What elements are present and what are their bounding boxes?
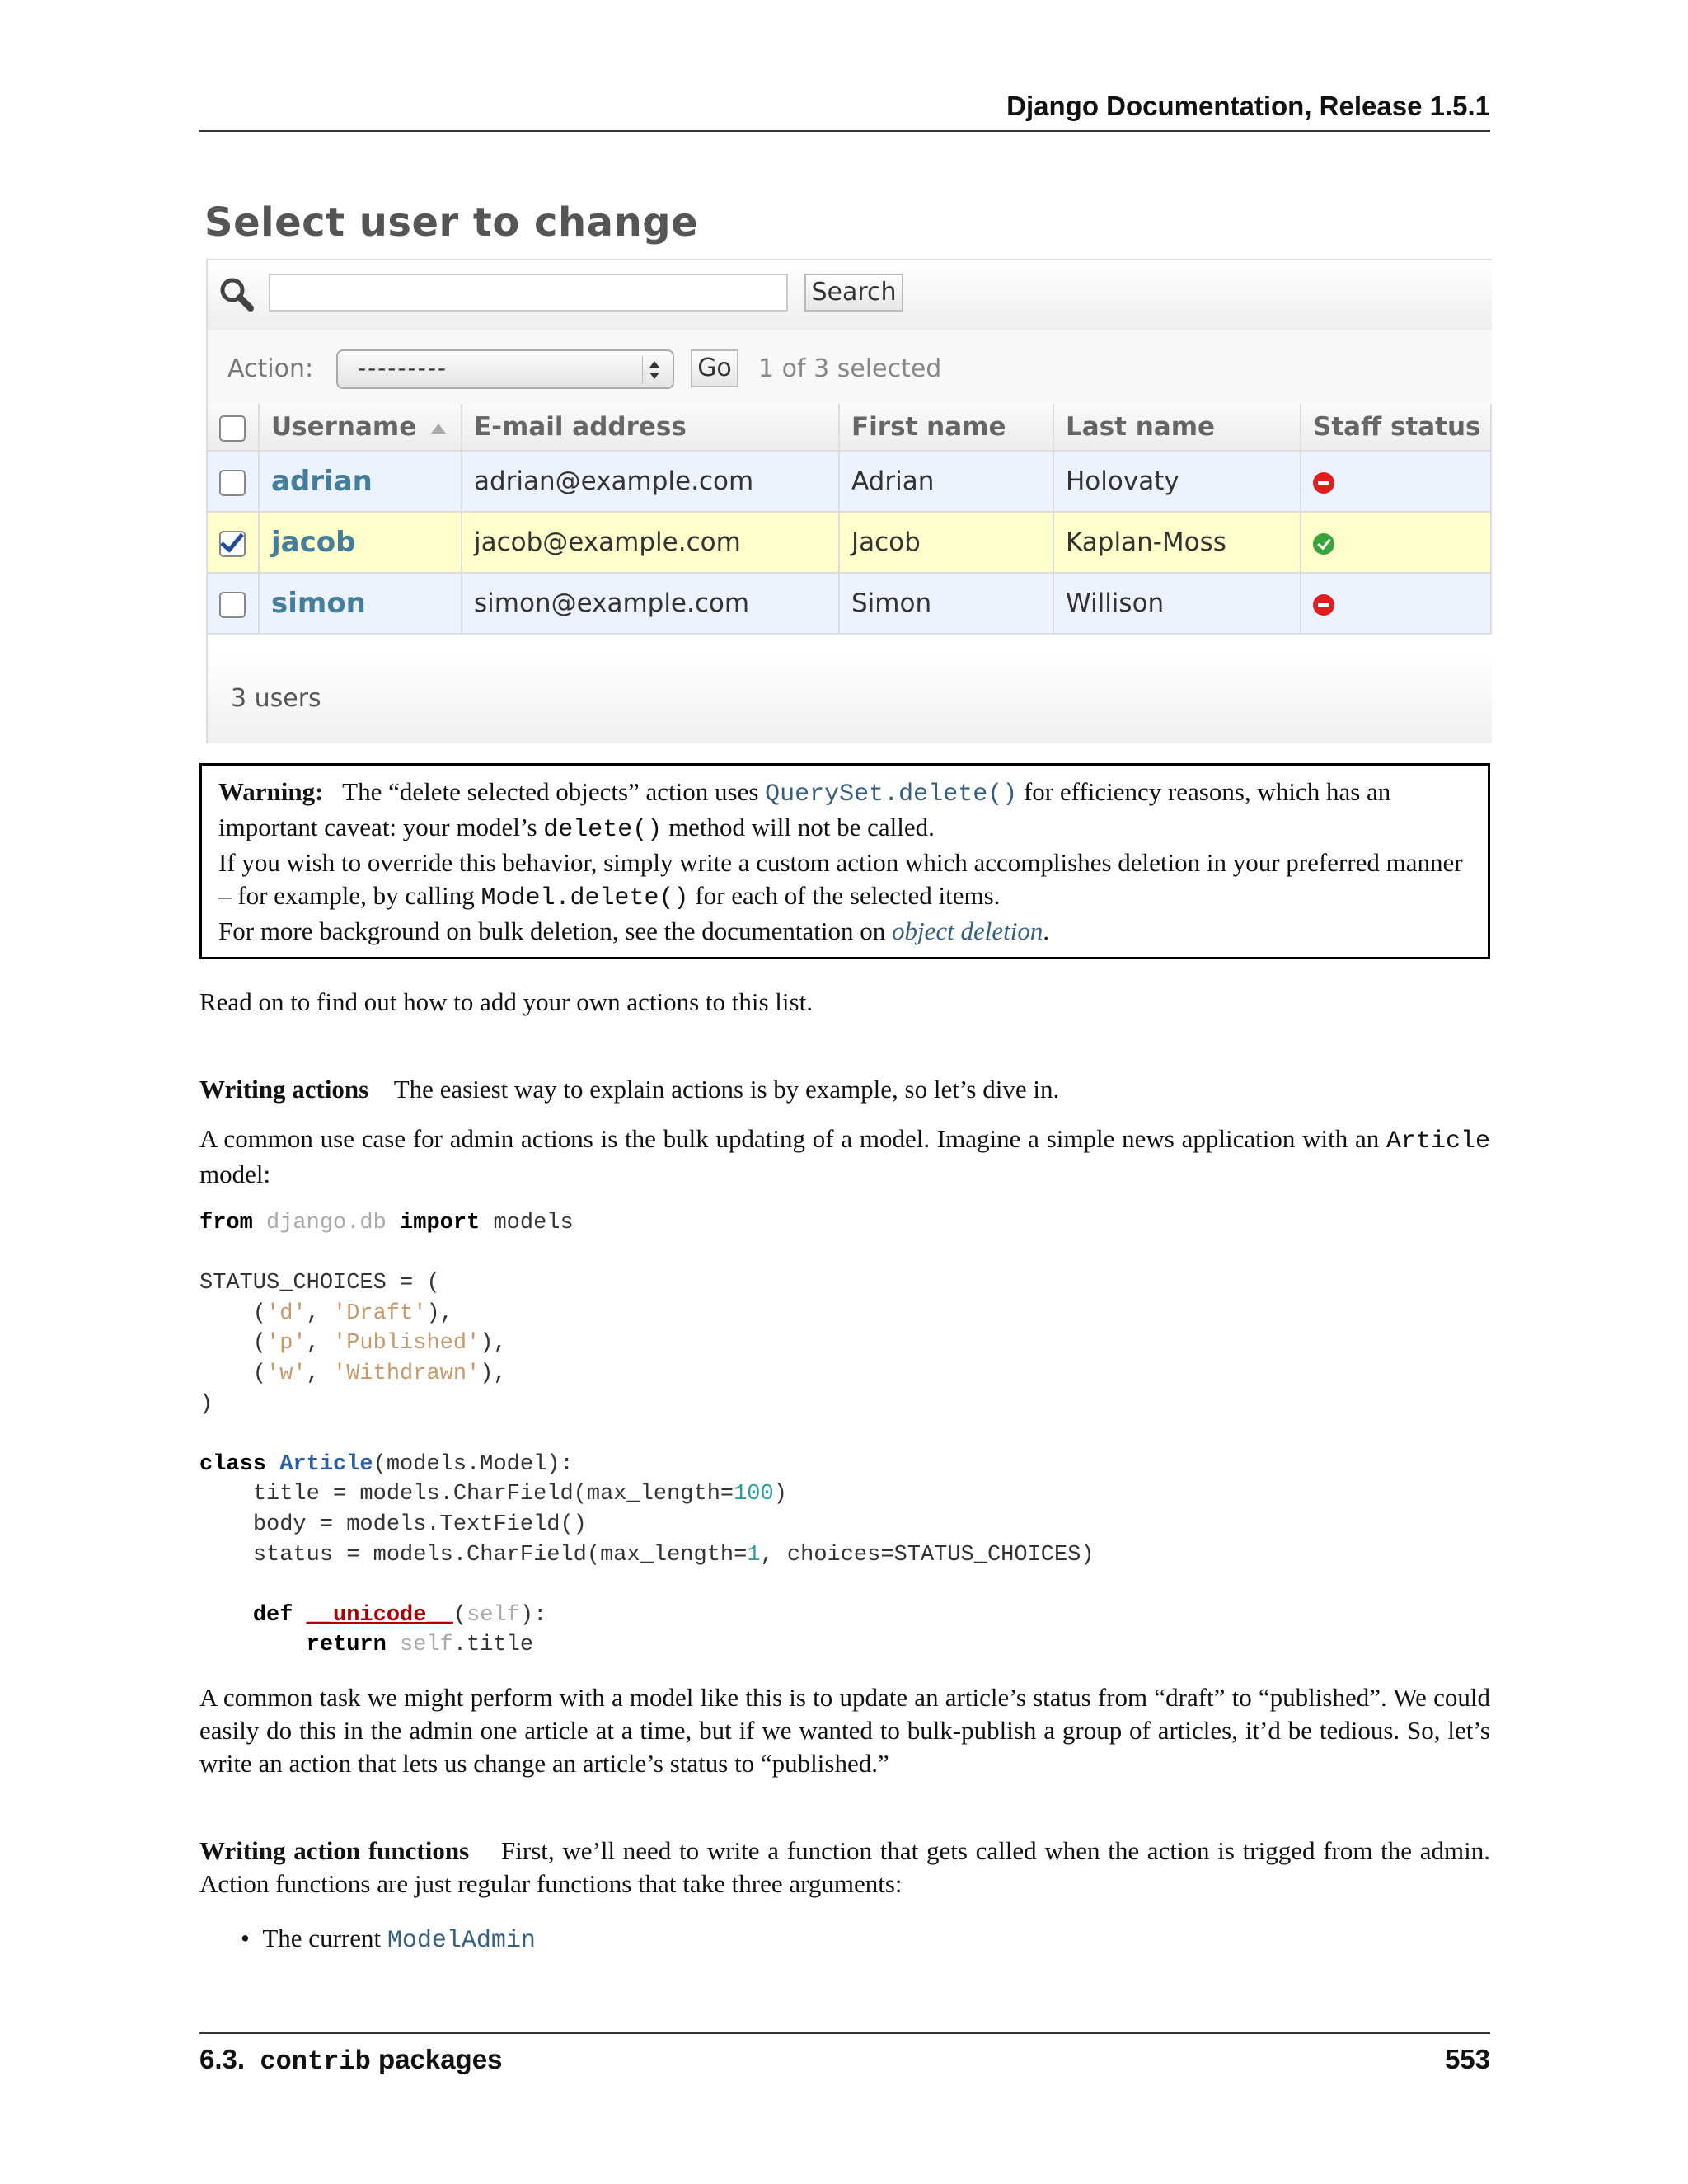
code-self: self <box>467 1602 520 1628</box>
section-title: packages <box>377 2044 503 2074</box>
read-on-paragraph: Read on to find out how to add your own actions to this list. <box>199 987 813 1016</box>
code-keyword: def <box>252 1602 293 1628</box>
section-code: contrib <box>260 2046 371 2077</box>
action-label: Action: <box>227 354 314 383</box>
row-checkbox[interactable] <box>219 470 246 496</box>
admin-screenshot <box>199 190 1490 742</box>
code-class-name: Article <box>279 1451 373 1477</box>
code-text: models <box>493 1211 574 1235</box>
header-title: Django Documentation, Release 1.5.1 <box>1006 91 1490 121</box>
result-count: 3 users <box>231 684 321 713</box>
code-self: self <box>400 1633 453 1658</box>
table-row <box>208 512 1491 573</box>
search-toolbar <box>208 260 1492 331</box>
code-string: 'w' <box>266 1361 307 1386</box>
code-text: (models.Model): <box>373 1451 574 1477</box>
username-link[interactable]: adrian <box>271 465 373 498</box>
action-functions-paragraph <box>199 1835 1490 1900</box>
document-page <box>199 0 1490 2184</box>
object-deletion-link[interactable]: object deletion <box>892 916 1043 945</box>
code-number: 100 <box>734 1482 774 1507</box>
list-item: • The current ModelAdmin <box>241 1924 536 1955</box>
code-block: from django.db import models STATUS_CHOICES = ( ('d', 'Draft'), ('p', 'Published'), ('w', 'Withdrawn'), ) class Article(models.Model): title = models.CharField(max_length=100) body = models.TextField() status = models.CharField(max_length=1, choices=STATUS_CHOICES) def __unicode__(self): return self.title <box>199 1211 1095 1658</box>
last-name-cell: Holovaty <box>1053 451 1301 512</box>
staff-status-cell <box>1301 573 1491 634</box>
page-header <box>199 91 1490 132</box>
username-cell <box>259 573 462 634</box>
common-use-paragraph <box>199 1122 1490 1191</box>
email-cell: adrian@example.com <box>462 451 839 512</box>
select-arrows-icon <box>642 356 666 384</box>
select-all-cell <box>208 404 259 451</box>
row-select-cell <box>208 451 259 512</box>
text: First, we’ll need to write a function that gets called when the action is trigged from the admin. Action functions are just regular functions that take three arguments: <box>199 1836 1490 1898</box>
text: for efficiency reasons, which has an important caveat: your model’s <box>218 777 1391 841</box>
table-header-row <box>208 404 1491 451</box>
inline-code: delete() <box>543 816 663 844</box>
code-text: body = models.TextField() <box>252 1511 587 1537</box>
footer-section <box>199 2044 502 2077</box>
row-select-cell <box>208 573 259 634</box>
row-checkbox[interactable] <box>219 592 246 618</box>
staff-status-cell <box>1301 512 1491 573</box>
code-keyword: return <box>306 1633 387 1658</box>
column-header-staff-status[interactable]: Staff status <box>1301 404 1491 451</box>
code-string: 'Draft' <box>333 1301 427 1326</box>
action-bar <box>208 330 1492 405</box>
section-heading: Writing action functions <box>199 1836 470 1865</box>
select-all-checkbox[interactable] <box>219 415 246 442</box>
text: for each of the selected items. <box>688 881 1001 910</box>
table-row <box>208 573 1491 634</box>
code-string: 'd' <box>266 1301 307 1326</box>
warning-label: Warning: <box>218 777 324 806</box>
code-text: .title <box>452 1633 534 1658</box>
column-header-username[interactable] <box>259 404 462 451</box>
sort-ascending-icon[interactable] <box>431 424 446 434</box>
admin-page-title: Select user to change <box>204 199 699 246</box>
code-function-name: __unicode__ <box>306 1602 453 1628</box>
username-cell <box>259 451 462 512</box>
text: A common use case for admin actions is the bulk updating of a model. Imagine a simple news application with an <box>199 1124 1386 1153</box>
text: If you wish to override this behavior, simply write a custom action which accomplishes deletion in your preferred manner – for example, by calling <box>218 848 1463 910</box>
row-checkbox-checked[interactable] <box>219 531 246 557</box>
code-number: 1 <box>747 1542 761 1568</box>
search-icon <box>218 275 256 313</box>
status-no-icon <box>1313 594 1334 616</box>
code-keyword: from <box>199 1211 253 1235</box>
column-label: Username <box>271 412 417 442</box>
text: The current <box>262 1924 387 1952</box>
username-link[interactable]: jacob <box>271 526 356 559</box>
status-no-icon <box>1313 472 1334 494</box>
code-string: 'Published' <box>333 1331 481 1357</box>
warning-box <box>199 763 1490 959</box>
text: The easiest way to explain actions is by example, so let’s dive in. <box>393 1075 1060 1104</box>
code-keyword: class <box>199 1451 267 1477</box>
last-name-cell: Willison <box>1053 573 1301 634</box>
changelist-footer <box>208 654 1492 743</box>
section-heading: Writing actions <box>199 1075 369 1104</box>
code-text: status = models.CharField(max_length= <box>252 1542 748 1568</box>
last-name-cell: Kaplan-Moss <box>1053 512 1301 573</box>
first-name-cell: Simon <box>839 573 1053 634</box>
column-header-first-name[interactable]: First name <box>839 404 1053 451</box>
username-cell <box>259 512 462 573</box>
column-header-email[interactable]: E-mail address <box>462 404 839 451</box>
warning-paragraph-3 <box>218 915 1471 948</box>
selection-counter: 1 of 3 selected <box>758 354 942 383</box>
code-module: django.db <box>266 1211 387 1235</box>
search-input[interactable] <box>269 274 788 312</box>
code-text: title = models.CharField(max_length= <box>252 1482 734 1507</box>
row-select-cell <box>208 512 259 573</box>
email-cell: simon@example.com <box>462 573 839 634</box>
action-select[interactable] <box>336 349 674 389</box>
writing-actions-paragraph <box>199 1073 1490 1106</box>
column-header-last-name[interactable]: Last name <box>1053 404 1301 451</box>
status-yes-icon <box>1313 533 1334 555</box>
table-row <box>208 451 1491 512</box>
modeladmin-link[interactable]: ModelAdmin <box>387 1927 536 1955</box>
page-footer <box>199 2032 1490 2077</box>
page-number: 553 <box>1444 2044 1490 2074</box>
queryset-delete-link[interactable]: QuerySet.delete() <box>765 780 1018 808</box>
code-string: 'Withdrawn' <box>333 1361 481 1386</box>
code-text: , choices=STATUS_CHOICES) <box>760 1542 1095 1568</box>
common-task-paragraph: A common task we might perform with a model like this is to update an article’s status from “draft” to “published”. We could easily do this in the admin one article at a time, but if we wanted to bulk-publish a group of articles, it’d be tedious. So, let’s write an action that lets us change an article’s status to “published.” <box>199 1683 1490 1778</box>
code-keyword: import <box>400 1211 481 1235</box>
warning-paragraph-1 <box>218 776 1471 846</box>
users-table <box>208 404 1492 635</box>
staff-status-cell <box>1301 451 1491 512</box>
action-select-value: --------- <box>358 354 448 382</box>
first-name-cell: Jacob <box>839 512 1053 573</box>
warning-paragraph-2 <box>218 846 1471 915</box>
first-name-cell: Adrian <box>839 451 1053 512</box>
code-text: STATUS_CHOICES = ( <box>199 1271 440 1296</box>
text: model: <box>199 1160 271 1188</box>
text: method will not be called. <box>662 813 935 841</box>
code-text: ) <box>199 1391 213 1417</box>
inline-code: Model.delete() <box>481 884 689 912</box>
text: For more background on bulk deletion, see the documentation on <box>218 916 893 945</box>
email-cell: jacob@example.com <box>462 512 839 573</box>
code-string: 'p' <box>266 1331 307 1357</box>
text: . <box>1043 916 1050 945</box>
changelist <box>206 259 1492 743</box>
inline-code: Article <box>1386 1127 1490 1155</box>
section-number: 6.3. <box>199 2044 246 2074</box>
text: The “delete selected objects” action uses <box>342 777 766 806</box>
search-button[interactable]: Search <box>804 274 903 312</box>
go-button[interactable]: Go <box>691 349 738 387</box>
username-link[interactable]: simon <box>271 587 366 620</box>
